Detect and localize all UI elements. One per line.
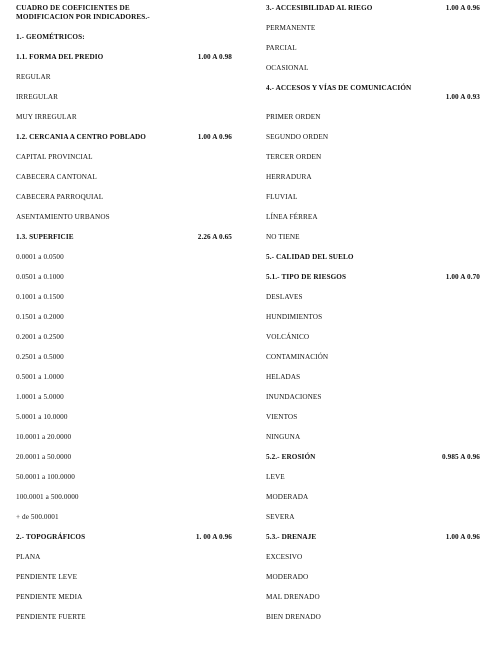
row-label: MUY IRREGULAR — [16, 113, 77, 121]
list-item-0-2501-a-0-5000 — [16, 353, 240, 373]
row-label: 1.1. FORMA DEL PREDIO — [16, 53, 104, 61]
section-heading-2-topograficos — [16, 533, 240, 553]
section-heading-4-accesos-y-vias-de-comunicacion — [266, 84, 488, 113]
list-item-linea-ferrea — [266, 213, 488, 233]
list-item-vientos — [266, 413, 488, 433]
list-item-ninguna — [266, 433, 488, 453]
list-item-leve — [266, 473, 488, 493]
section-heading-5-2-erosion — [266, 453, 488, 473]
row-label: 0.1501 a 0.2000 — [16, 313, 64, 321]
row-label: FLUVIAL — [266, 193, 298, 201]
list-item-tercer-orden — [266, 153, 488, 173]
list-item-hundimientos — [266, 313, 488, 333]
list-item-contaminacion — [266, 353, 488, 373]
row-label: OCASIONAL — [266, 64, 309, 72]
coefficient-range: 1.00 A 0.93 — [445, 93, 480, 101]
list-item-bien-drenado — [266, 613, 488, 633]
row-label: PENDIENTE FUERTE — [16, 613, 86, 621]
section-heading-3-accesibilidad-al-riego — [266, 4, 488, 24]
list-item-excesivo — [266, 553, 488, 573]
list-item-1-0001-a-5-0000 — [16, 393, 240, 413]
list-item-10-0001-a-20-0000 — [16, 433, 240, 453]
list-item-muy-irregular — [16, 113, 240, 133]
row-label: NO TIENE — [266, 233, 300, 241]
row-label: 4.- ACCESOS Y VÍAS DE COMUNICACIÓN — [266, 84, 412, 92]
row-label: 0.0501 a 0.1000 — [16, 273, 64, 281]
list-item-de-500-0001 — [16, 513, 240, 533]
row-label: IRREGULAR — [16, 93, 59, 101]
row-label: HERRADURA — [266, 173, 312, 181]
section-heading-5-calidad-del-suelo — [266, 253, 488, 273]
row-label: NINGUNA — [266, 433, 301, 441]
row-label: PLANA — [16, 553, 41, 561]
list-item-deslaves — [266, 293, 488, 313]
row-label: 0.2001 a 0.2500 — [16, 333, 64, 341]
row-label: SEVERA — [266, 513, 295, 521]
row-label: LEVE — [266, 473, 285, 481]
row-label: INUNDACIONES — [266, 393, 322, 401]
right-column — [266, 4, 488, 633]
row-label: HUNDIMIENTOS — [266, 313, 323, 321]
list-item-0-1501-a-0-2000 — [16, 313, 240, 333]
list-item-mal-drenado — [266, 593, 488, 613]
list-item-100-0001-a-500-0000 — [16, 493, 240, 513]
coefficient-range: 1.00 A 0.96 — [445, 4, 480, 12]
list-item-no-tiene — [266, 233, 488, 253]
row-label: PENDIENTE MEDIA — [16, 593, 83, 601]
row-label: SEGUNDO ORDEN — [266, 133, 329, 141]
row-label: MAL DRENADO — [266, 593, 320, 601]
list-item-fluvial — [266, 193, 488, 213]
left-column — [16, 4, 240, 633]
section-heading-1-3-superficie — [16, 233, 240, 253]
list-item-permanente — [266, 24, 488, 44]
row-label: 1.2. CERCANIA A CENTRO POBLADO — [16, 133, 146, 141]
row-label: VOLCÁNICO — [266, 333, 310, 341]
row-label: 10.0001 a 20.0000 — [16, 433, 72, 441]
list-item-pendiente-fuerte — [16, 613, 240, 633]
row-label: 100.0001 a 500.0000 — [16, 493, 79, 501]
list-item-0-0501-a-0-1000 — [16, 273, 240, 293]
row-label: 0.0001 a 0.0500 — [16, 253, 64, 261]
row-label: 5.1.- TIPO DE RIESGOS — [266, 273, 347, 281]
row-label: VIENTOS — [266, 413, 298, 421]
section-heading-1-1-forma-del-predio — [16, 53, 240, 73]
row-label: 1.- GEOMÉTRICOS: — [16, 33, 85, 41]
coefficient-range: 1.00 A 0.70 — [445, 273, 480, 281]
list-item-20-0001-a-50-0000 — [16, 453, 240, 473]
row-label: CUADRO DE COEFICIENTES DE MODIFICACION POR INDICADORES.- — [16, 4, 150, 21]
section-heading-5-1-tipo-de-riesgos — [266, 273, 488, 293]
row-label: CAPITAL PROVINCIAL — [16, 153, 93, 161]
row-label: 5.- CALIDAD DEL SUELO — [266, 253, 354, 261]
row-label: 3.- ACCESIBILIDAD AL RIEGO — [266, 4, 373, 12]
row-label: + de 500.0001 — [16, 513, 59, 521]
coefficient-range: 1.00 A 0.96 — [445, 533, 480, 541]
row-label: 1.0001 a 5.0000 — [16, 393, 64, 401]
row-label: BIEN DRENADO — [266, 613, 321, 621]
row-label: PERMANENTE — [266, 24, 316, 32]
row-label: LÍNEA FÉRREA — [266, 213, 318, 221]
coefficient-range: 2.26 A 0.65 — [197, 233, 232, 241]
row-label: REGULAR — [16, 73, 51, 81]
row-label: ASENTAMIENTO URBANOS — [16, 213, 110, 221]
list-item-herradura — [266, 173, 488, 193]
list-item-0-5001-a-1-0000 — [16, 373, 240, 393]
row-label: 50.0001 a 100.0000 — [16, 473, 75, 481]
list-item-plana — [16, 553, 240, 573]
list-item-0-1001-a-0-1500 — [16, 293, 240, 313]
section-heading-1-2-cercania-a-centro-poblado — [16, 133, 240, 153]
row-label: DESLAVES — [266, 293, 303, 301]
list-item-irregular — [16, 93, 240, 113]
section-heading-1-geometricos — [16, 33, 240, 53]
row-label: 5.3.- DRENAJE — [266, 533, 317, 541]
list-item-regular — [16, 73, 240, 93]
section-heading-5-3-drenaje — [266, 533, 488, 553]
list-item-cabecera-cantonal — [16, 173, 240, 193]
list-item-0-2001-a-0-2500 — [16, 333, 240, 353]
row-label: CABECERA PARROQUIAL — [16, 193, 104, 201]
list-item-0-0001-a-0-0500 — [16, 253, 240, 273]
list-item-pendiente-media — [16, 593, 240, 613]
row-label: MODERADO — [266, 573, 309, 581]
row-label: CABECERA CANTONAL — [16, 173, 97, 181]
list-item-capital-provincial — [16, 153, 240, 173]
list-item-inundaciones — [266, 393, 488, 413]
list-item-parcial — [266, 44, 488, 64]
row-label: 0.5001 a 1.0000 — [16, 373, 64, 381]
list-item-severa — [266, 513, 488, 533]
row-label: 0.2501 a 0.5000 — [16, 353, 64, 361]
row-label: 2.- TOPOGRÁFICOS — [16, 533, 86, 541]
row-label: 5.2.- EROSIÓN — [266, 453, 316, 461]
row-label: PARCIAL — [266, 44, 297, 52]
row-label: MODERADA — [266, 493, 309, 501]
list-item-pendiente-leve — [16, 573, 240, 593]
row-label: EXCESIVO — [266, 553, 303, 561]
row-label: 0.1001 a 0.1500 — [16, 293, 64, 301]
coefficient-range: 1. 00 A 0.96 — [195, 533, 232, 541]
section-heading-cuadro-de-coeficientes-de-modificacion-por-indicadores — [16, 4, 240, 33]
list-item-heladas — [266, 373, 488, 393]
list-item-volcanico — [266, 333, 488, 353]
list-item-moderada — [266, 493, 488, 513]
coefficient-range: 1.00 A 0.96 — [197, 133, 232, 141]
coefficient-range: 0.985 A 0.96 — [442, 453, 480, 461]
list-item-moderado — [266, 573, 488, 593]
list-item-asentamiento-urbanos — [16, 213, 240, 233]
row-label: CONTAMINACIÓN — [266, 353, 329, 361]
coefficient-range: 1.00 A 0.98 — [197, 53, 232, 61]
list-item-primer-orden — [266, 113, 488, 133]
row-label: 5.0001 a 10.0000 — [16, 413, 68, 421]
row-label: TERCER ORDEN — [266, 153, 322, 161]
list-item-ocasional — [266, 64, 488, 84]
row-label: 20.0001 a 50.0000 — [16, 453, 72, 461]
row-label: PRIMER ORDEN — [266, 113, 321, 121]
list-item-cabecera-parroquial — [16, 193, 240, 213]
row-label: 1.3. SUPERFICIE — [16, 233, 74, 241]
row-label: HELADAS — [266, 373, 301, 381]
list-item-50-0001-a-100-0000 — [16, 473, 240, 493]
list-item-segundo-orden — [266, 133, 488, 153]
list-item-5-0001-a-10-0000 — [16, 413, 240, 433]
row-label: PENDIENTE LEVE — [16, 573, 78, 581]
